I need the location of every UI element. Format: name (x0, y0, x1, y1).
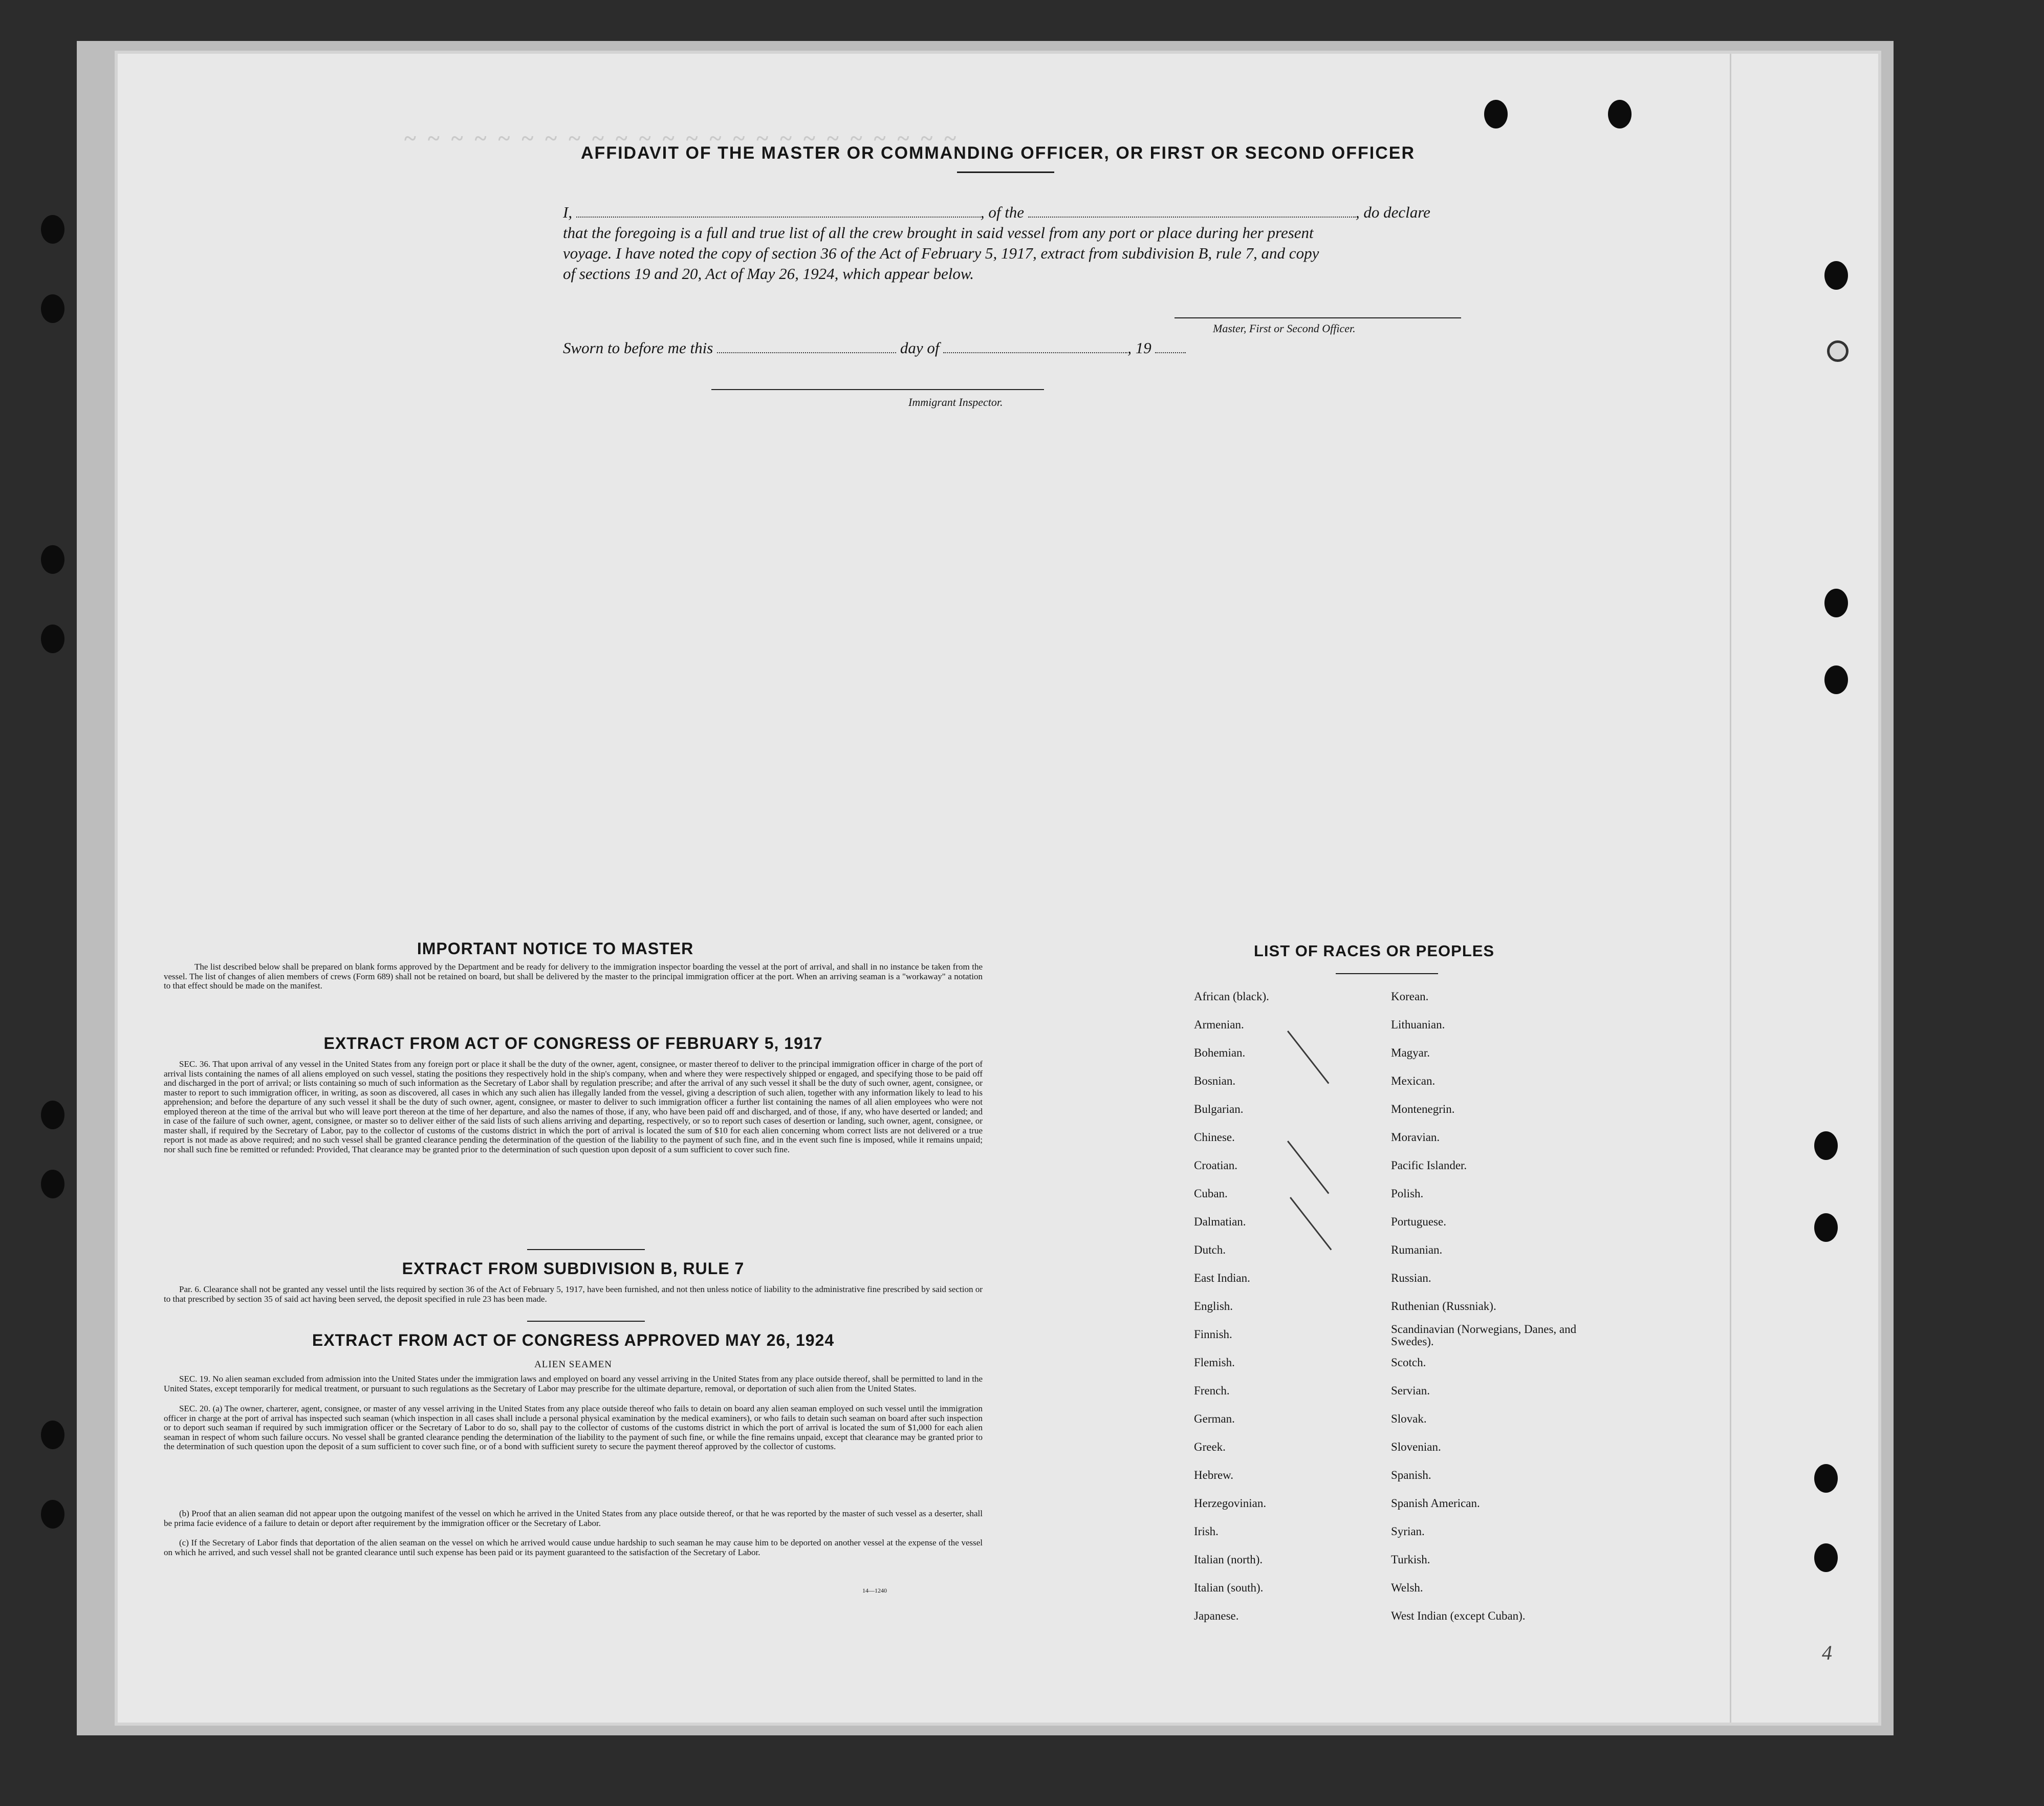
affidavit-line-4: of sections 19 and 20, Act of May 26, 1924, which appear below. (563, 265, 974, 283)
inspector-signature-line[interactable] (711, 389, 1044, 390)
race-item: Italian (north). (1194, 1553, 1263, 1566)
pencil-mark (1287, 1141, 1329, 1194)
punch-hole (41, 1101, 64, 1129)
race-item: English. (1194, 1300, 1233, 1313)
race-item: Syrian. (1391, 1525, 1425, 1538)
race-item: Turkish. (1391, 1553, 1430, 1566)
race-item: Pacific Islander. (1391, 1159, 1467, 1172)
divider-rule (527, 1321, 645, 1322)
race-item: Polish. (1391, 1187, 1424, 1200)
punch-hole (1814, 1464, 1838, 1493)
race-item: Bohemian. (1194, 1046, 1246, 1059)
notice-body: The list described below shall be prepared on blank forms approved by the Department and be ready for delivery to the immigration inspector boarding the vessel at the port of arrival, and shall in no instance be taken from the vessel. The list of changes of alien members of crews (Form 689) shall not be retained on board, but shall be delivered by the master to the principal immigration officer at the port. When an arriving seaman is a "workaway" a notation to that effect should be made on the manifest. (164, 962, 983, 991)
punch-hole (1824, 665, 1848, 694)
punch-hole (41, 294, 64, 323)
punch-hole (1814, 1213, 1838, 1242)
day-of-text: day of (900, 339, 940, 357)
sworn-day-blank[interactable] (717, 339, 896, 353)
race-item: Hebrew. (1194, 1469, 1234, 1481)
race-item: Spanish American. (1391, 1497, 1480, 1510)
sworn-text: Sworn to before me this (563, 339, 713, 357)
form-number: 14—1240 (862, 1587, 887, 1594)
race-item: Slovenian. (1391, 1440, 1441, 1453)
race-item: Korean. (1391, 990, 1429, 1003)
race-item: Slovak. (1391, 1412, 1427, 1425)
punch-hole (41, 1170, 64, 1198)
race-item: Dutch. (1194, 1243, 1226, 1256)
punch-hole (41, 1500, 64, 1529)
race-item: Bulgarian. (1194, 1103, 1244, 1115)
race-item: African (black). (1194, 990, 1269, 1003)
race-item: Japanese. (1194, 1609, 1239, 1622)
document-page (118, 54, 1878, 1723)
title-underline (957, 171, 1054, 173)
punch-hole (1608, 100, 1632, 128)
punch-hole (1814, 1543, 1838, 1572)
affidavit-of-the: , of the (980, 203, 1025, 221)
race-item: Scandinavian (Norwegians, Danes, and Swedes). (1391, 1323, 1577, 1348)
sec-20c-text: (c) If the Secretary of Labor finds that deportation of the alien seaman on the vessel on which he arrived would cause undue hardship to such seaman he may cause him to be deported on another vessel at the expense of the vessel on which he arrived, and such vessel shall not be granted clearance until such expense has been paid or its payment guaranteed to the satisfaction of the Secretary of Labor. (164, 1538, 983, 1557)
race-item: East Indian. (1194, 1272, 1250, 1284)
race-item: Lithuanian. (1391, 1018, 1445, 1031)
race-item: Russian. (1391, 1272, 1431, 1284)
inspector-caption: Immigrant Inspector. (908, 396, 1003, 408)
affidavit-declare: , do declare (1355, 203, 1430, 221)
pencil-mark (1287, 1030, 1329, 1084)
race-item: Armenian. (1194, 1018, 1244, 1031)
rule-7-body: Par. 6. Clearance shall not be granted any vessel until the lists required by section 36 of the Act of February 5, 1917, have been furnished, and not then unless notice of liability to the administrative fine prescribed by said section or to that prescribed by section 35 of said act having been served, the deposit specified in rule 23 has been made. (164, 1284, 983, 1304)
master-signature-caption: Master, First or Second Officer. (1213, 322, 1356, 335)
race-item: Servian. (1391, 1384, 1430, 1397)
affidavit-line-3: voyage. I have noted the copy of section 36 of the Act of February 5, 1917, extract from subdivision B, rule 7, and copy (563, 244, 1319, 262)
name-blank[interactable] (576, 203, 981, 218)
affidavit-line-1 (563, 202, 1515, 223)
race-item: Ruthenian (Russniak). (1391, 1300, 1496, 1313)
race-item: Rumanian. (1391, 1243, 1443, 1256)
act-1917-title: EXTRACT FROM ACT OF CONGRESS OF FEBRUARY 5, 1917 (323, 1034, 823, 1052)
sec-20a-text: SEC. 20. (a) The owner, charterer, agent, consignee, or master of any vessel arriving in the United States from any place outside thereof who fails to detain on board any alien seaman employed on such vessel until the immigration officer in charge at the port of arrival has inspected such seaman (which inspection in all cases shall include a personal physical examination by the medical examiners), or who fails to detain such seaman on board after such inspection or to deport such seaman if required by such immigration officer or the Secretary of Labor to do so, shall pay to the collector of customs of the customs district in which the port of arrival is located the sum of $1,000 for each alien seaman in respect of whom such failure occurs. No vessel shall be granted clearance pending the determination of the liability to the payment of such fine, or while the fine remains unpaid, except that clearance may be granted prior to the determination of such question upon the deposit of a sum sufficient to cover such fine, or of a bond with sufficient surety to secure the payment thereof approved by the collector of customs. (164, 1404, 983, 1451)
sworn-month-blank[interactable] (943, 339, 1127, 353)
sworn-year-blank[interactable] (1155, 339, 1186, 353)
race-item: Montenegrin. (1391, 1103, 1455, 1115)
punch-hole (41, 215, 64, 244)
race-item: Portuguese. (1391, 1215, 1446, 1228)
punch-hole (1814, 1131, 1838, 1160)
sec-20b-text: (b) Proof that an alien seaman did not appear upon the outgoing manifest of the vessel on which he arrived in the United States from any place outside thereof, or that he was reported by the master of such vessel as a deserter, shall be prima facie evidence of a failure to detain or deport after requirement by the immigration officer or the Secretary of Labor. (164, 1509, 983, 1528)
sec-19-text: SEC. 19. No alien seaman excluded from admission into the United States under the immigration laws and employed on board any vessel arriving in the United States from any place outside thereof, shall be permitted to land in the United States, except temporarily for medical treatment, or pursuant to such regulations as the Secretary of Labor may prescribe for the ultimate departure, removal, or deportation of such alien from the United States. (164, 1374, 983, 1393)
race-item: Flemish. (1194, 1356, 1235, 1369)
races-title: LIST OF RACES OR PEOPLES (1254, 942, 1495, 960)
race-item: Croatian. (1194, 1159, 1237, 1172)
race-item: Welsh. (1391, 1581, 1423, 1594)
punch-hole (41, 1421, 64, 1449)
pencil-mark (1290, 1197, 1332, 1250)
races-title-underline (1336, 973, 1438, 974)
vessel-blank[interactable] (1028, 203, 1356, 218)
notice-title: IMPORTANT NOTICE TO MASTER (417, 939, 694, 958)
sworn-line (563, 338, 1515, 358)
master-signature-line[interactable] (1175, 317, 1461, 318)
punch-hole (41, 545, 64, 574)
race-item: Scotch. (1391, 1356, 1426, 1369)
punch-hole (41, 625, 64, 653)
alien-seamen-subtitle: ALIEN SEAMEN (534, 1359, 612, 1370)
race-item: Magyar. (1391, 1046, 1430, 1059)
affidavit-line-2: that the foregoing is a full and true list of all the crew brought in said vessel from any port or place during her present (563, 224, 1314, 242)
race-item: Italian (south). (1194, 1581, 1264, 1594)
race-item: Irish. (1194, 1525, 1219, 1538)
race-item: West Indian (except Cuban). (1391, 1609, 1526, 1622)
act-1924-title: EXTRACT FROM ACT OF CONGRESS APPROVED MAY 26, 1924 (312, 1331, 835, 1349)
divider-rule (527, 1249, 645, 1250)
handwritten-page-number: 4 (1822, 1641, 1832, 1664)
race-item: French. (1194, 1384, 1230, 1397)
race-item: Moravian. (1391, 1131, 1440, 1144)
fold-line (1730, 54, 1731, 1723)
punch-hole (1824, 261, 1848, 290)
punch-hole (1827, 340, 1849, 362)
race-item: Chinese. (1194, 1131, 1235, 1144)
race-item: Dalmatian. (1194, 1215, 1246, 1228)
affidavit-i: I, (563, 203, 573, 221)
affidavit-title: AFFIDAVIT OF THE MASTER OR COMMANDING OFFICER, OR FIRST OR SECOND OFFICER (581, 143, 1415, 163)
race-item: Mexican. (1391, 1074, 1436, 1087)
act-1917-body: SEC. 36. That upon arrival of any vessel in the United States from any foreign port or place it shall be the duty of the owner, agent, consignee, or master thereof to deliver to the principal immigration officer in charge of the port of arrival lists containing the names of all aliens employed on such vessel, stating the positions they respectively hold in the ship's company, when and where they were respectively shipped or engaged, and specifying those to be paid off and discharged in the port of arrival; or lists containing so much of such information as the Secretary of Labor shall by regulation prescribe; and after the arrival of any such vessel it shall be the duty of such owner, agent, consignee, or master to report to such immigration officer, in writing, as soon as discovered, all cases in which any such alien has illegally landed from the vessel, giving a description of such alien, together with any information likely to lead to his apprehension; and before the departure of any such vessel it shall be the duty of such owner, agent, consignee, or master to deliver to such immigration officer a further list containing the names of all alien employees who were not employed thereon at the time of the arrival but who will leave port thereon at the time of her departure, and also the names of those, if any, who have been paid off and discharged, and of those, if any, who have deserted or landed; and in case of the failure of such owner, agent, consignee, or master so to deliver either of the said lists of such aliens arriving and departing, respectively, or so to report such cases of desertion or landing, such owner, agent, consignee, or master shall, if required by the Secretary of Labor, pay to the collector of customs of the customs district in which the port of arrival is located the sum of $10 for each alien concerning whom correct lists are not delivered or a true report is not made as above required; and no such vessel shall be granted clearance pending the determination of the question of the liability to the payment of such fine, and in the event such fine is imposed, while it remains unpaid; nor shall such fine be remitted or refunded: Provided, That clearance may be granted prior to the determination of such question upon deposit of a sum sufficient to cover such fine. (164, 1059, 983, 1154)
race-item: Spanish. (1391, 1469, 1431, 1481)
race-item: Herzegovinian. (1194, 1497, 1267, 1510)
race-item: Greek. (1194, 1440, 1226, 1453)
race-item: Finnish. (1194, 1328, 1232, 1341)
punch-hole (1824, 589, 1848, 617)
bleed-through-heading: ~ ~ ~ ~ ~ ~ ~ ~ ~ ~ ~ ~ ~ ~ ~ ~ ~ ~ ~ ~ ~ ~ ~ ~ (404, 126, 960, 151)
punch-hole (1484, 100, 1508, 128)
rule-7-title: EXTRACT FROM SUBDIVISION B, RULE 7 (402, 1259, 745, 1278)
year-prefix: , 19 (1127, 339, 1151, 357)
race-item: German. (1194, 1412, 1235, 1425)
race-item: Cuban. (1194, 1187, 1228, 1200)
race-item: Bosnian. (1194, 1074, 1236, 1087)
